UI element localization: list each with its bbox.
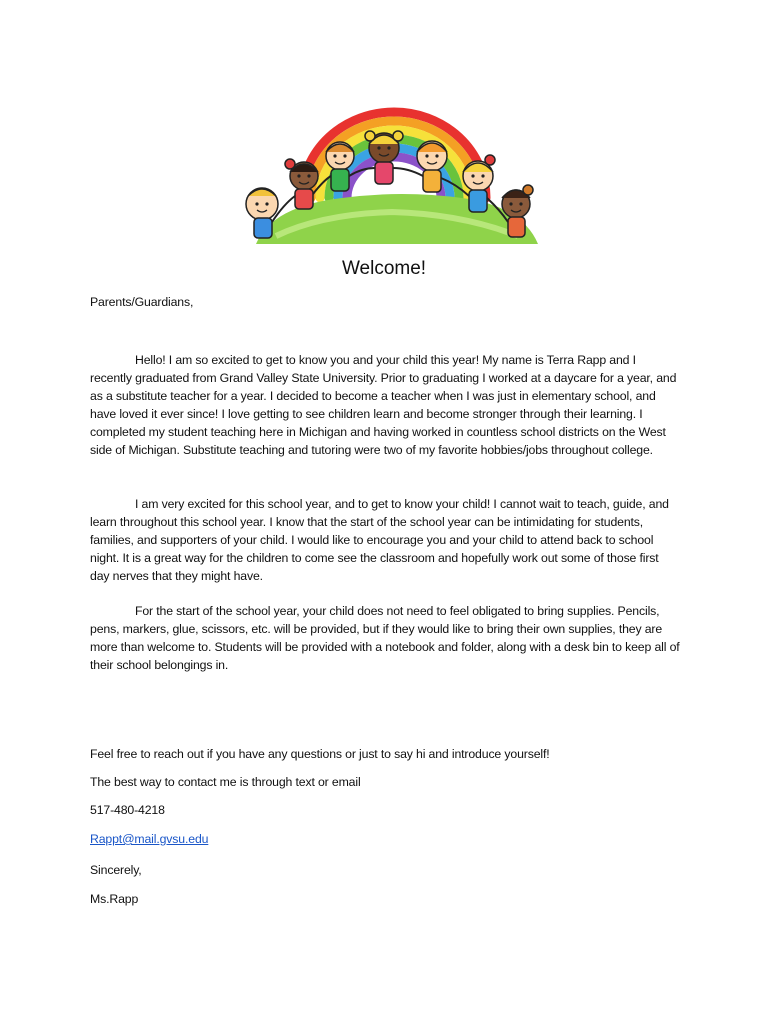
paragraph-supplies: For the start of the school year, your child does not need to feel obligated to bring supplies. Pencils, pens, markers, glue, scissors, etc. will be provided, but if they would like to bring their own supplies, they are more than welcome to. Students will be provided with a notebook and folder, along with a desk bin to keep all of their school belongings in. bbox=[90, 604, 680, 672]
email-line bbox=[90, 830, 680, 848]
paragraph-intro: Hello! I am so excited to get to know you and your child this year! My name is Terra Rapp and I recently graduated from Grand Valley State University. Prior to graduating I worked at a daycare for a year, and as a substitute teacher for a year. I decided to become a teacher when I was just in elementary school, and have loved it ever since! I love getting to see children learn and become stronger through their learning. I completed my student teaching here in Michigan and having worked in countless school districts on the West side of Michigan. Substitute teaching and tutoring were two of my favorite hobbies/jobs throughout college. bbox=[90, 353, 677, 457]
closing: Sincerely, bbox=[90, 863, 142, 877]
phone-number: 517-480-4218 bbox=[90, 803, 165, 817]
email-link[interactable]: Rappt@mail.gvsu.edu bbox=[90, 832, 209, 846]
paragraph-school-year: I am very excited for this school year, and to get to know your child! I cannot wait to teach, guide, and learn throughout this school year. I know that the start of the school year can be intimidating for students, families, and supporters of your child. I would like to encourage you and your child to attend back to school night. It is a great way for the children to come see the classroom and hopefully work out some of those first day nerves that they might have. bbox=[90, 497, 669, 583]
reach-out-line: Feel free to reach out if you have any questions or just to say hi and introduce yourself! bbox=[90, 747, 550, 761]
greeting: Parents/Guardians, bbox=[90, 295, 194, 309]
signature: Ms.Rapp bbox=[90, 892, 139, 906]
rainbow-children-illustration bbox=[232, 86, 544, 246]
page-title: Welcome! bbox=[341, 258, 427, 279]
contact-method-line: The best way to contact me is through text or email bbox=[90, 775, 361, 789]
